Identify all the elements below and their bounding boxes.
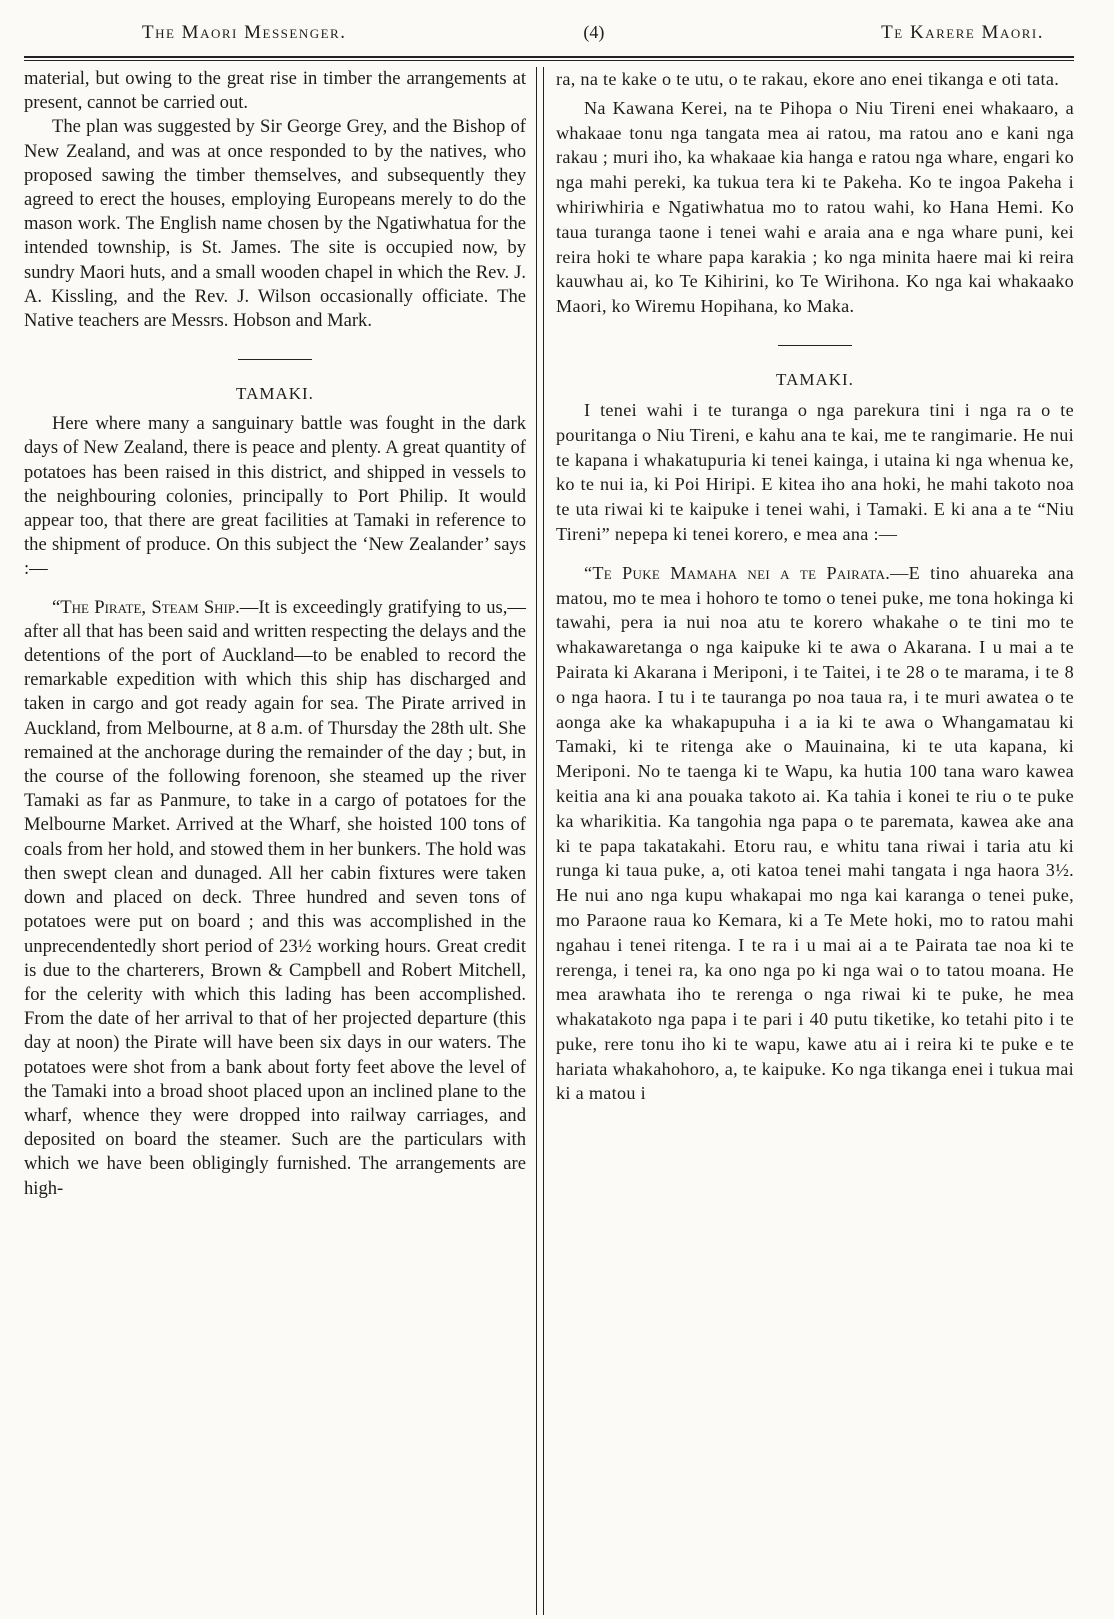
section-separator <box>238 359 312 360</box>
english-plan-paragraph: The plan was suggested by Sir George Grey, and the Bishop of New Zealand, and was at once responded to by the natives, who proposed sawing the timber themselves, and subsequently they agreed to erect the houses, employing Europeans merely to do the mason work. The English name chosen by the Ngatiwhatua for the intended township, is St. James. The site is occupied now, by sundry Maori huts, and a small wooden chapel in which the Rev. J. A. Kissling, and the Rev. J. Wilson occasionally officiate. The Native teachers are Messrs. Hobson and Mark. <box>24 116 526 332</box>
english-tamaki-paragraph: Here where many a sanguinary battle was fought in the dark days of New Zealand, there is peace and plenty. A great quantity of potatoes has been raised in this district, and shipped in vessels to the neighbouring colonies, principally to Port Philip. It would appear too, that there are great facilities at Tamaki in reference to the shipment of produce. On this subject the ‘New Zealander’ says :— <box>24 413 526 580</box>
maori-column <box>544 67 1074 1615</box>
column-divider <box>536 67 544 1615</box>
english-quote-paragraph <box>24 596 526 1201</box>
maori-plan-paragraph: Na Kawana Kerei, na te Pihopa o Niu Tireni enei whakaaro, a whakaae tonu nga tangata mea ai ratou, ma ratou ano e kani nga rakau ; muri iho, ka whakaae kia hanga e ratou nga whare, engari ko nga mahi pereki, ka tukua tera ki te Pakeha. Ko te ingoa Pakeha i whiriwhiria e Ngatiwhatua mo to ratou wahi, ko Hana Hemi. Ko taua turanga taone i tenei wahi e araia ana e nga whare puni, kei reira hoki te whare papa karakia ; ko nga minita haere mai ki reira kauwhau ai, ko Te Kihirini, ko Te Wirihona. Ko nga kai whakaako Maori, ko Wiremu Hopihana, ko Maka. <box>556 97 1074 317</box>
english-intro-paragraph: material, but owing to the great rise in timber the arrangements at present, cannot be carried out. <box>24 68 526 114</box>
maori-quote-body: —E tino ahuareka ana matou, mo te mea i hohoro te tomo o tenei puke, me tona hokinga ki tawahi, pera ia nui noa atu te korero whakahe o te tini mo te whakawaretanga o nga kaipuke ki te awa o Akarana. I u mai a te Pairata ki Akarana i Meriponi, i te Taitei, i te 28 o te marama, i te 8 o nga haora. I tu i te tauranga po noa taua ra, i te muri awatea o te aonga ake ka whakapupuha i a ia ki te awa o Whangamatau ki Tamaki, ki te ritenga ake o Mauinaina, ki te uta kapana, ki Meriponi. No te taenga ki te Wapu, ka hutia 100 tana waro kawea keitia ana ki ana pouaka takoto ai. Ka tahia i konei te riu o te puke ka wharikitia. Ka tangohia nga papa o te paremata, kawea ake ana ki te papa takatakahi. Etoru rau, e whitu tana riwai i taria atu ki runga ki taua puke, a, oti katoa tenei mahi tangata i nga haora 3½. He nui ano nga kupu whakapai mo nga kai karanga o tenei puke, mo Paraone raua ko Kemara, ki a Te Mete hoki, mo to ratou mahi ngahau i tenei ritenga. I te ra i u mai ai a te Pairata tae noa ki te rerenga, i tenei ra, ka ono nga po ki nga wai o to tatou moana. He mea arawhata iho te rerenga o nga riwai ki te puke, he mea whakatakoto nga papa i te pari i 40 putu tiketike, ko tetahi pito i te puke, rere tonu iho ki te wapu, kawe atu ai i reira ki te puke e te hariata whakahohoro, a, te kaipuke. Ko nga tikanga enei i tukua mai ki a matou i <box>556 562 1074 1104</box>
maori-intro-paragraph: ra, na te kake o te utu, o te rakau, ekore ano enei tikanga e oti tata. <box>556 69 1060 89</box>
maori-quote-lead: “Te Puke Mamaha nei a te Pairata. <box>584 562 891 583</box>
maori-quote-paragraph <box>556 561 1074 1107</box>
english-quote-body: —It is exceedingly gratifying to us,—after all that has been said and written respecting the delays and the detentions of the port of Auckland—to be enabled to record the remarkable expedition with which this ship has discharged and taken in cargo and got ready again for sea. The Pirate arrived in Auckland, from Melbourne, at 8 a.m. of Thursday the 28th ult. She remained at the anchorage during the remainder of the day ; but, in the course of the following forenoon, she steamed up the river Tamaki as far as Panmure, to take in a cargo of potatoes for the Melbourne Market. Arrived at the Wharf, she hoisted 100 tons of coals from her hold, and stowed them in her bunkers. The hold was then swept clean and dunaged. All her cabin fixtures were taken down and placed on deck. Three hundred and seven tons of potatoes were put on board ; and this was accomplished in the unprecendentedly short period of 23½ working hours. Great credit is due to the charterers, Brown & Campbell and Robert Mitchell, for the celerity with which this lading has been accomplished. From the date of her arrival to that of her projected departure (this day at noon) the Pirate will have been six days in our waters. The potatoes were shot from a bank about forty feet above the level of the Tamaki into a broad shoot placed upon an inclined plane to the wharf, whence they were dropped into railway carriages, and deposited on board the steamer. Such are the particulars with which we have been obligingly furnished. The arrangements are high- <box>24 596 527 1199</box>
maori-tamaki-paragraph: I tenei wahi i te turanga o nga parekura tini i nga ra o te pouritanga o Niu Tireni, e kahu ana te kai, me te rangimarie. He nui te kapana i whakatupuria ki tenei kainga, i utaina ki nga whenua ke, ko te nui ia, ki Poi Hiripi. E kitea iho ana hoki, he mahi takoto noa te uta riwai ki te kaipuke i tenei wahi, i Tamaki. E ki ana a te “Niu Tireni” nepepa ki tenei korero, e mea ana :— <box>556 399 1074 544</box>
header-double-rule <box>24 56 1074 61</box>
maori-section-heading: TAMAKI. <box>776 369 854 389</box>
running-head <box>24 22 1074 56</box>
english-masthead-title: The Maori Messenger. <box>142 22 347 43</box>
english-column <box>24 67 536 1615</box>
two-column-layout <box>24 67 1074 1615</box>
english-quote-lead: “The Pirate, Steam Ship. <box>52 596 240 618</box>
maori-masthead-title: Te Karere Maori. <box>881 22 1044 43</box>
english-section-heading: TAMAKI. <box>236 384 314 404</box>
section-separator <box>778 345 852 346</box>
page-number: (4) <box>583 22 605 42</box>
